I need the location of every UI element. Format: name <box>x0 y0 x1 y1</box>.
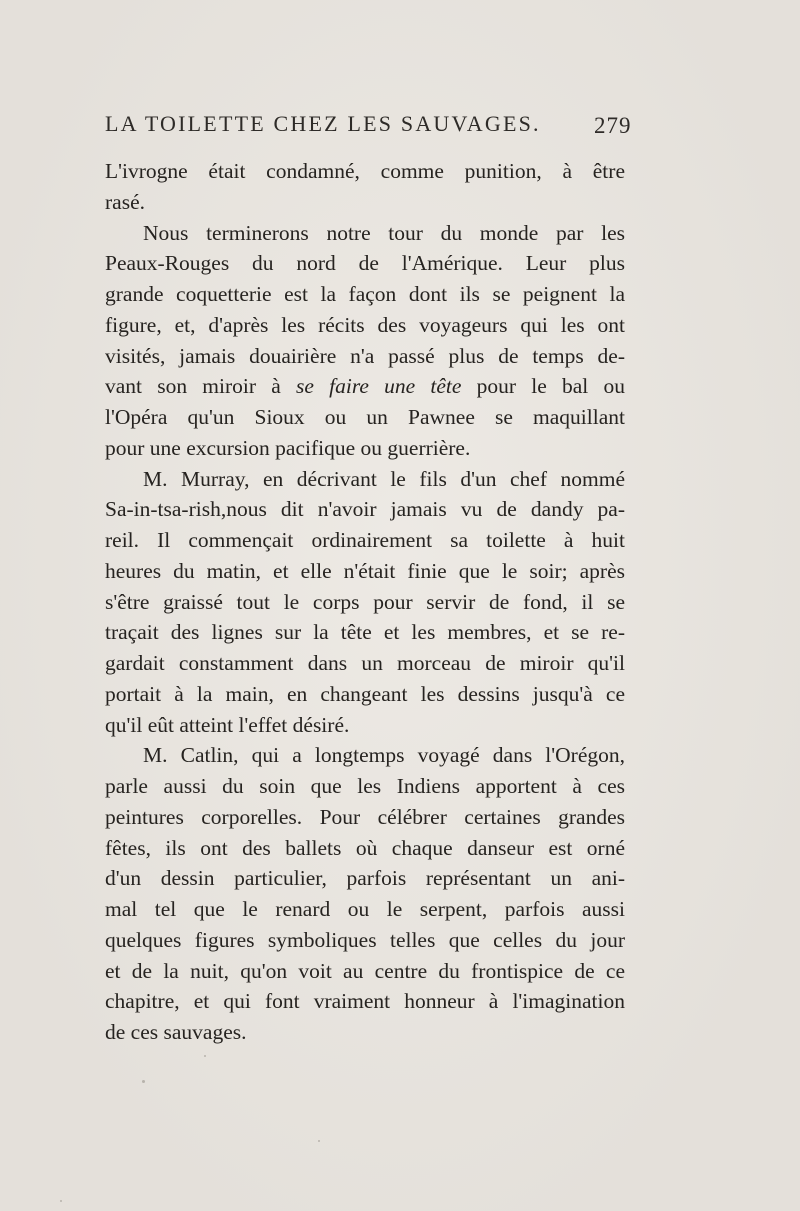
running-head: LA TOILETTE CHEZ LES SAUVAGES. <box>105 111 541 136</box>
paper-speck <box>60 1200 62 1202</box>
text-line: M. Murray, en décrivant le fils d'un chef nommé <box>143 466 625 491</box>
text-line: l'Opéra qu'un Sioux ou un Pawnee se maquillant <box>105 405 625 429</box>
italic-phrase: se faire une tête <box>296 374 462 399</box>
text-line: pour une excursion pacifique ou guerrière. <box>105 435 471 460</box>
text-line: peintures corporelles. Pour célébrer certaines grandes <box>105 804 625 829</box>
paper-speck <box>318 1140 320 1142</box>
text-line: figure, et, d'après les récits des voyageurs qui les ont <box>105 312 625 337</box>
text-line: chapitre, et qui font vraiment honneur à l'imagination <box>105 989 625 1014</box>
text-line: d'un dessin particulier, parfois représentant un ani- <box>105 866 625 891</box>
text-line: quelques figures symboliques telles que celles du jour <box>105 927 625 952</box>
paper-speck <box>142 1080 145 1083</box>
body-text <box>105 156 625 1048</box>
text-line: heures du matin, et elle n'était finie que le soir; après <box>105 558 625 583</box>
paper-speck <box>204 1055 206 1057</box>
text-line: et de la nuit, qu'on voit au centre du frontispice de ce <box>105 958 625 983</box>
text-line: reil. Il commençait ordinairement sa toilette à huit <box>105 528 625 552</box>
text-line: visités, jamais douairière n'a passé plus de temps de- <box>105 343 625 368</box>
text-line: L'ivrogne était condamné, comme punition, à être <box>105 159 625 183</box>
text-line: gardait constamment dans un morceau de miroir qu'il <box>105 651 625 675</box>
text-line: fêtes, ils ont des ballets où chaque danseur est orné <box>105 835 625 860</box>
text-line: de ces sauvages. <box>105 1020 247 1044</box>
text-line: vant son miroir à se faire une tête pour le bal ou <box>105 374 625 399</box>
text-line: Nous terminerons notre tour du monde par les <box>143 220 625 245</box>
text-line: Sa-in-tsa-rish,nous dit n'avoir jamais vu de dandy pa- <box>105 497 625 522</box>
page-number: 279 <box>594 113 632 138</box>
text-line: grande coquetterie est la façon dont ils se peignent la <box>105 282 625 306</box>
text-line: rasé. <box>105 189 145 214</box>
text-line: Peaux-Rouges du nord de l'Amérique. Leur plus <box>105 251 625 276</box>
text-line: parle aussi du soin que les Indiens apportent à ces <box>105 774 625 798</box>
text-line: M. Catlin, qui a longtemps voyagé dans l'Orégon, <box>143 743 625 768</box>
text-line: traçait des lignes sur la tête et les membres, et se re- <box>105 620 625 645</box>
text-line: mal tel que le renard ou le serpent, parfois aussi <box>105 897 625 921</box>
text-line: portait à la main, en changeant les dessins jusqu'à ce <box>105 681 625 706</box>
text-line: qu'il eût atteint l'effet désiré. <box>105 712 350 737</box>
text-line: s'être graissé tout le corps pour servir de fond, il se <box>105 589 625 614</box>
